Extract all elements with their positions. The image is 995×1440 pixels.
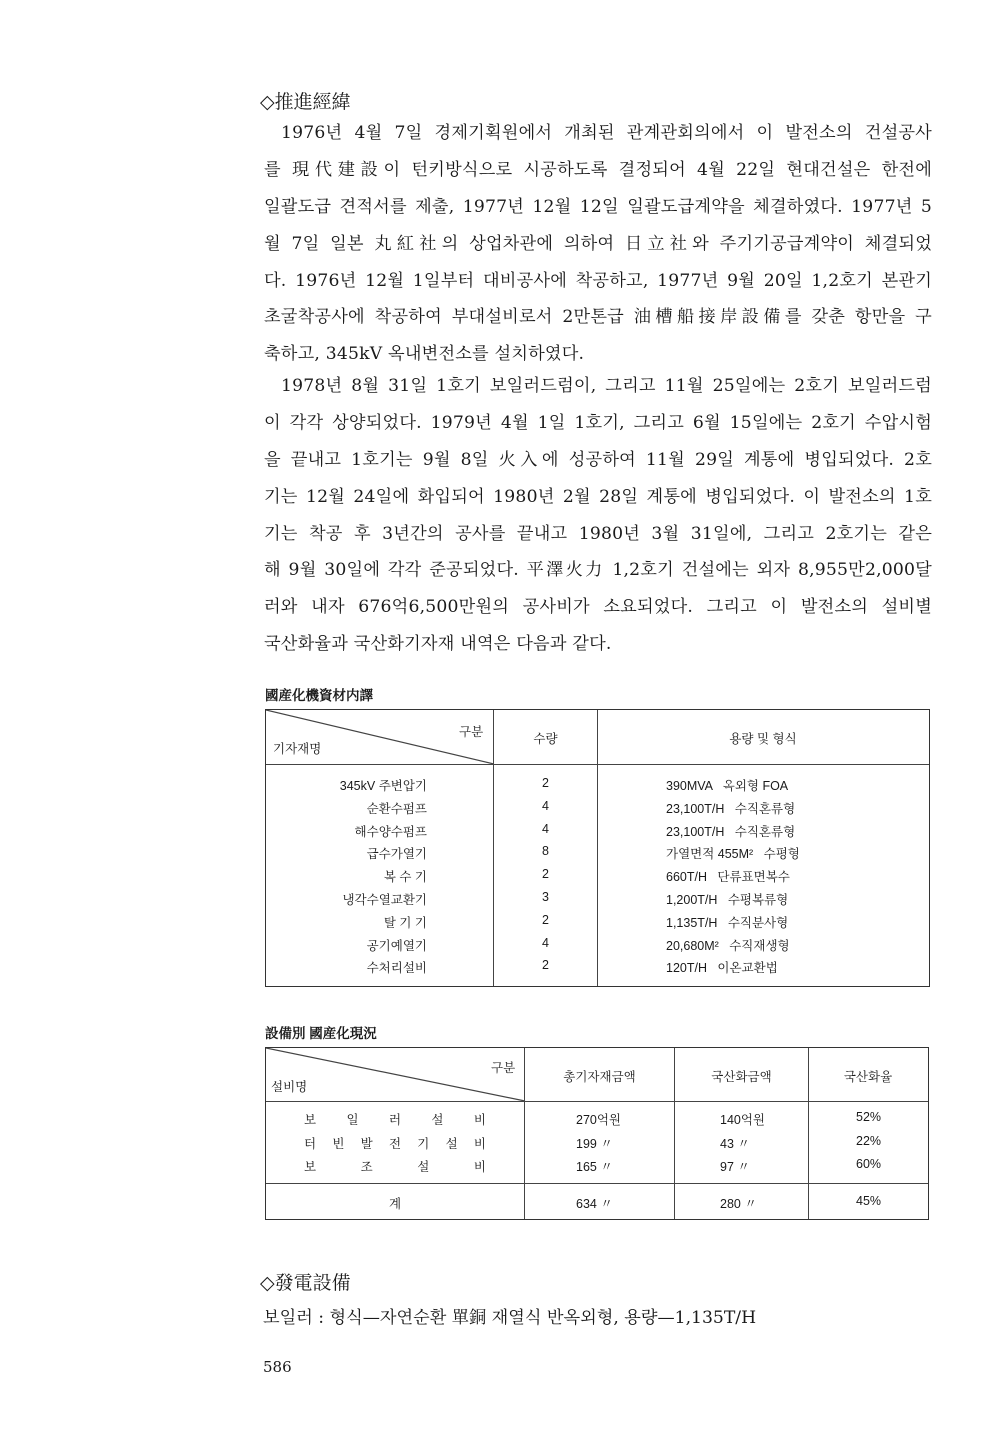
domestic-amount: 140억원 [720,1113,766,1127]
paragraph-1 [264,115,932,373]
material-quantity: 4 [542,935,549,950]
total-amount: 634 〃 [576,1197,613,1211]
material-spec: 660T/H 단류표면복수 [666,870,790,885]
total-amount: 270억원 [576,1113,622,1127]
text-line: 이 각각 상양되었다. 1979년 4월 1일 1호기, 그리고 6월 15일에는 2호기 수압시험 [264,412,932,433]
boiler-spec-text: 보일러 : 형식—자연순환 單銅 재열식 반옥외형, 용량—1,135T/H [263,1308,757,1328]
material-name: 수처리설비 [366,961,427,976]
material-name: 복 수 기 [383,870,427,885]
material-name: 냉각수열교환기 [342,893,427,907]
total-amount: 199 〃 [576,1136,613,1151]
header-corner-category: 구분 [491,1061,516,1075]
material-spec: 1,135T/H 수직분사형 [666,915,789,930]
localization-rate: 22% [856,1133,882,1148]
material-spec: 120T/H 이온교환법 [666,961,778,976]
total-rate: 45% [856,1194,882,1208]
material-quantity: 2 [542,912,549,927]
text-line: 을 끝내고 1호기는 9월 8일 火入에 성공하여 11월 29일 계통에 병입되었다. 2호 [264,449,932,470]
domestic-materials-table [265,709,930,987]
table-caption-localization-status: 設備別 國産化現況 [265,1026,377,1041]
text-line: 기는 착공 후 3년간의 공사를 끝내고 1980년 3월 31일에, 그리고 2호기는 같은 [264,523,932,544]
header-total-amount: 총기자재금액 [563,1070,636,1084]
text-line: 를 現代建設이 턴키방식으로 시공하도록 결정되어 4월 22일 현대건설은 한전에 [264,159,932,180]
header-divider [266,1101,928,1102]
header-divider [266,764,929,765]
material-name: 해수양수펌프 [354,824,427,839]
equipment-name: 보 조 설 비 [304,1160,486,1174]
localization-rate: 60% [856,1157,882,1171]
text-line: 국산화율과 국산화기자재 내역은 다음과 같다. [264,634,612,655]
material-quantity: 4 [542,798,549,813]
material-spec: 20,680M² 수직재생형 [666,938,790,953]
text-line: 다. 1976년 12월 1일부터 대비공사에 착공하고, 1977년 9월 20일 1,2호기 본관기 [264,270,932,291]
text-line: 해 9월 30일에 각각 준공되었다. 平澤火力 1,2호기 건설에는 외자 8,955만2,000달 [264,560,932,581]
header-localization-rate: 국산화율 [843,1070,893,1084]
material-name: 345kV 주변압기 [339,779,427,793]
table-caption-domestic-materials: 國産化機資材内譯 [265,688,373,703]
total-label: 계 [388,1197,402,1211]
material-quantity: 2 [542,867,549,882]
text-line: 월 7일 일본 丸紅社의 상업차관에 의하여 日立社와 주기기공급계약이 체결되었 [264,233,932,254]
text-line: 러와 내자 676억6,500만원의 공사비가 소요되었다. 그리고 이 발전소의 설비별 [264,597,932,618]
domestic-amount: 97 〃 [720,1160,750,1174]
section-heading-progress: ◇推進經緯 [260,91,351,113]
header-domestic-amount: 국산화금액 [711,1070,772,1084]
material-quantity: 8 [542,844,549,859]
total-amount: 165 〃 [576,1160,613,1174]
material-spec: 23,100T/H 수직혼류형 [666,801,796,816]
text-line: 일괄도급 견적서를 제출, 1977년 12월 12일 일괄도급계약을 체결하였다. 1977년 5 [264,196,932,217]
total-domestic-amount: 280 〃 [720,1197,757,1211]
material-quantity: 3 [542,890,549,904]
equipment-name: 터 빈 발 전 기 설 비 [304,1136,486,1151]
header-quantity: 수량 [533,732,558,746]
localization-status-table [265,1047,929,1220]
column-divider [597,710,598,986]
header-corner-equipment-name: 설비명 [271,1080,308,1094]
localization-rate: 52% [856,1110,882,1124]
text-line: 1978년 8월 31일 1호기 보일러드럼이, 그리고 11월 25일에는 2호기 보일러드럼 [281,376,932,396]
material-spec: 1,200T/H 수평복류형 [666,893,789,907]
material-name: 순환수펌프 [366,801,427,816]
equipment-name: 보 일 러 설 비 [304,1113,486,1127]
material-quantity: 2 [542,776,549,790]
material-quantity: 2 [542,958,549,973]
domestic-amount: 43 〃 [720,1136,750,1151]
material-spec: 390MVA 옥외형 FOA [666,779,789,793]
page-number: 586 [263,1358,292,1376]
material-name: 급수가열기 [366,847,427,862]
header-capacity-type: 용량 및 형식 [729,732,797,746]
total-divider [266,1183,928,1184]
text-line: 초굴착공사에 착공하여 부대설비로서 2만톤급 油槽船接岸設備를 갖춘 항만을 구 [264,307,932,328]
material-spec: 가열면적 455M² 수평형 [666,847,800,862]
section-heading-power-equipment: ◇發電設備 [260,1272,351,1294]
material-name: 공기예열기 [366,938,427,953]
text-line: 기는 12월 24일에 화입되어 1980년 2월 28일 계통에 병입되었다. 이 발전소의 1호 [264,486,932,507]
header-corner-item-name: 기자재명 [273,742,322,756]
text-line: 축하고, 345kV 옥내변전소를 설치하였다. [264,344,585,365]
header-corner-category: 구분 [459,725,484,739]
text-line: 1976년 4월 7일 경제기획원에서 개최된 관계관회의에서 이 발전소의 건설공사 [281,123,932,143]
paragraph-2 [264,368,932,663]
material-quantity: 4 [542,821,549,836]
material-name: 탈 기 기 [383,915,427,930]
material-spec: 23,100T/H 수직혼류형 [666,824,796,839]
